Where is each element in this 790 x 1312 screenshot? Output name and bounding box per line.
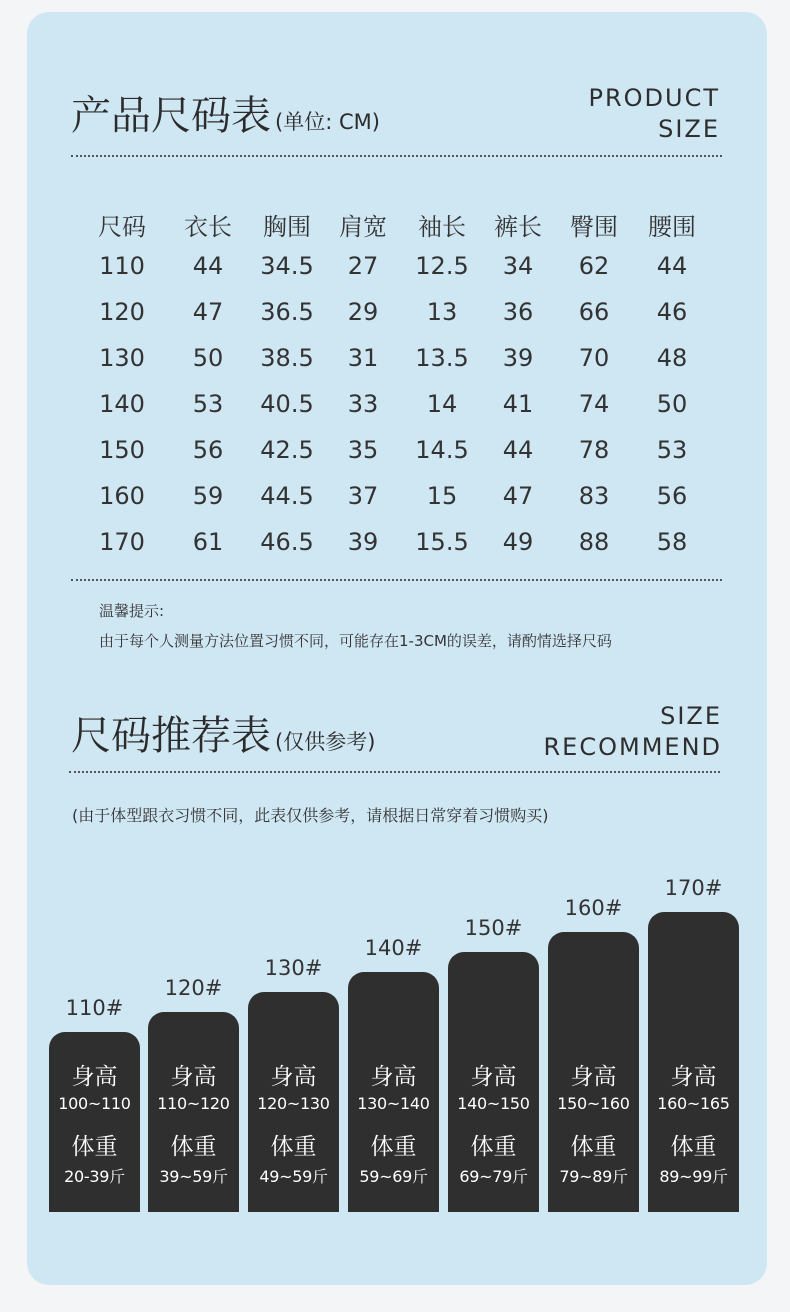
table-cell: 34 [502, 252, 534, 280]
recommend-title-en-line2: RECOMMEND [543, 733, 722, 761]
table-cell: 58 [656, 528, 688, 556]
recommend-title-en [544, 701, 723, 763]
table-cell: 46 [656, 298, 688, 326]
table-size-cell: 140 [99, 390, 145, 418]
size-chart-title-en-line1: PRODUCT [588, 84, 720, 112]
weight-range: 20-39斤 [64, 1167, 125, 1186]
table-header-cell: 肩宽 [339, 213, 387, 241]
weight-label: 体重 [71, 1134, 118, 1160]
size-label: 150# [464, 916, 523, 940]
table-size-cell: 130 [99, 344, 145, 372]
size-label: 120# [164, 976, 223, 1000]
table-cell: 41 [502, 390, 534, 418]
recommend-title [71, 704, 375, 761]
weight-range: 89~99斤 [659, 1167, 728, 1186]
weight-range: 79~89斤 [559, 1167, 628, 1186]
table-cell: 44 [192, 252, 224, 280]
table-header-cell: 胸围 [263, 213, 311, 241]
table-cell: 36 [502, 298, 534, 326]
table-cell: 88 [578, 528, 610, 556]
table-cell: 36.5 [260, 298, 314, 326]
height-label: 身高 [71, 1064, 118, 1090]
table-cell: 47 [502, 482, 534, 510]
table-cell: 47 [192, 298, 224, 326]
table-size-cell: 110 [99, 252, 145, 280]
size-chart-title-en-line2: SIZE [658, 115, 720, 143]
table-size-cell: 150 [99, 436, 145, 464]
divider-recommend [69, 771, 720, 773]
recommend-note: (由于体型跟衣习惯不同，此表仅供参考，请根据日常穿着习惯购买) [72, 806, 549, 825]
table-cell: 38.5 [260, 344, 314, 372]
recommend-title-en-line1: SIZE [660, 702, 722, 730]
table-cell: 53 [192, 390, 224, 418]
table-cell: 61 [192, 528, 224, 556]
table-cell: 31 [347, 344, 379, 372]
table-size-cell: 170 [99, 528, 145, 556]
weight-label: 体重 [670, 1134, 717, 1160]
tip-text: 由于每个人测量方法位置习惯不同，可能存在1-3CM的误差，请酌情选择尺码 [99, 632, 612, 650]
size-bar [548, 932, 639, 1212]
table-cell: 27 [347, 252, 379, 280]
weight-range: 69~79斤 [459, 1167, 528, 1186]
table-cell: 49 [502, 528, 534, 556]
table-cell: 78 [578, 436, 610, 464]
table-cell: 13 [426, 298, 458, 326]
size-chart-title-en [588, 83, 720, 145]
size-bar [49, 1032, 140, 1212]
size-label: 110# [65, 996, 124, 1020]
recommend-title-text: 尺码推荐表 [71, 713, 271, 759]
table-cell: 29 [347, 298, 379, 326]
table-cell: 39 [502, 344, 534, 372]
weight-label: 体重 [470, 1134, 517, 1160]
size-bar [248, 992, 339, 1212]
height-label: 身高 [270, 1064, 317, 1090]
table-cell: 83 [578, 482, 610, 510]
table-cell: 42.5 [260, 436, 314, 464]
table-header-cell: 臀围 [570, 213, 618, 241]
divider-top [71, 155, 722, 157]
weight-range: 39~59斤 [159, 1167, 228, 1186]
table-cell: 56 [192, 436, 224, 464]
table-cell: 12.5 [415, 252, 469, 280]
weight-label: 体重 [270, 1134, 317, 1160]
height-range: 150~160 [557, 1094, 630, 1113]
recommend-sub: (仅供参考) [275, 730, 376, 754]
table-cell: 44 [502, 436, 534, 464]
table-cell: 33 [347, 390, 379, 418]
height-label: 身高 [170, 1064, 217, 1090]
height-label: 身高 [470, 1064, 517, 1090]
size-bar [148, 1012, 239, 1212]
size-bar [448, 952, 539, 1212]
table-size-cell: 120 [99, 298, 145, 326]
height-label: 身高 [670, 1064, 717, 1090]
size-bar [648, 912, 739, 1212]
height-label: 身高 [370, 1064, 417, 1090]
size-label: 140# [364, 936, 423, 960]
height-label: 身高 [570, 1064, 617, 1090]
table-cell: 44.5 [260, 482, 314, 510]
weight-range: 59~69斤 [359, 1167, 428, 1186]
table-cell: 13.5 [415, 344, 469, 372]
table-cell: 48 [656, 344, 688, 372]
table-cell: 50 [192, 344, 224, 372]
size-chart-title [71, 84, 380, 141]
size-chart-title-text: 产品尺码表 [71, 93, 271, 139]
table-header-cell: 腰围 [648, 213, 696, 241]
table-header-cell: 衣长 [184, 213, 232, 241]
table-cell: 74 [578, 390, 610, 418]
table-header-cell: 尺码 [98, 213, 146, 241]
table-cell: 15 [426, 482, 458, 510]
size-label: 130# [264, 956, 323, 980]
table-cell: 44 [656, 252, 688, 280]
height-range: 100~110 [58, 1094, 131, 1113]
height-range: 120~130 [257, 1094, 330, 1113]
height-range: 110~120 [157, 1094, 230, 1113]
table-cell: 46.5 [260, 528, 314, 556]
table-cell: 14 [426, 390, 458, 418]
table-cell: 34.5 [260, 252, 314, 280]
table-cell: 35 [347, 436, 379, 464]
size-label: 160# [564, 896, 623, 920]
divider-table-bottom [71, 579, 722, 581]
table-size-cell: 160 [99, 482, 145, 510]
weight-range: 49~59斤 [259, 1167, 328, 1186]
height-range: 160~165 [657, 1094, 730, 1113]
table-cell: 37 [347, 482, 379, 510]
table-cell: 15.5 [415, 528, 469, 556]
height-range: 140~150 [457, 1094, 530, 1113]
size-chart-unit: (单位: CM) [275, 110, 380, 134]
size-bar [348, 972, 439, 1212]
table-cell: 39 [347, 528, 379, 556]
table-cell: 40.5 [260, 390, 314, 418]
table-cell: 14.5 [415, 436, 469, 464]
tip-title: 温馨提示: [99, 602, 165, 620]
height-range: 130~140 [357, 1094, 430, 1113]
table-cell: 62 [578, 252, 610, 280]
table-cell: 56 [656, 482, 688, 510]
table-cell: 59 [192, 482, 224, 510]
weight-label: 体重 [170, 1134, 217, 1160]
table-header-cell: 裤长 [494, 213, 542, 241]
table-cell: 66 [578, 298, 610, 326]
weight-label: 体重 [570, 1134, 617, 1160]
size-label: 170# [664, 876, 723, 900]
table-cell: 53 [656, 436, 688, 464]
weight-label: 体重 [370, 1134, 417, 1160]
table-cell: 70 [578, 344, 610, 372]
table-header-cell: 袖长 [418, 213, 466, 241]
table-cell: 50 [656, 390, 688, 418]
